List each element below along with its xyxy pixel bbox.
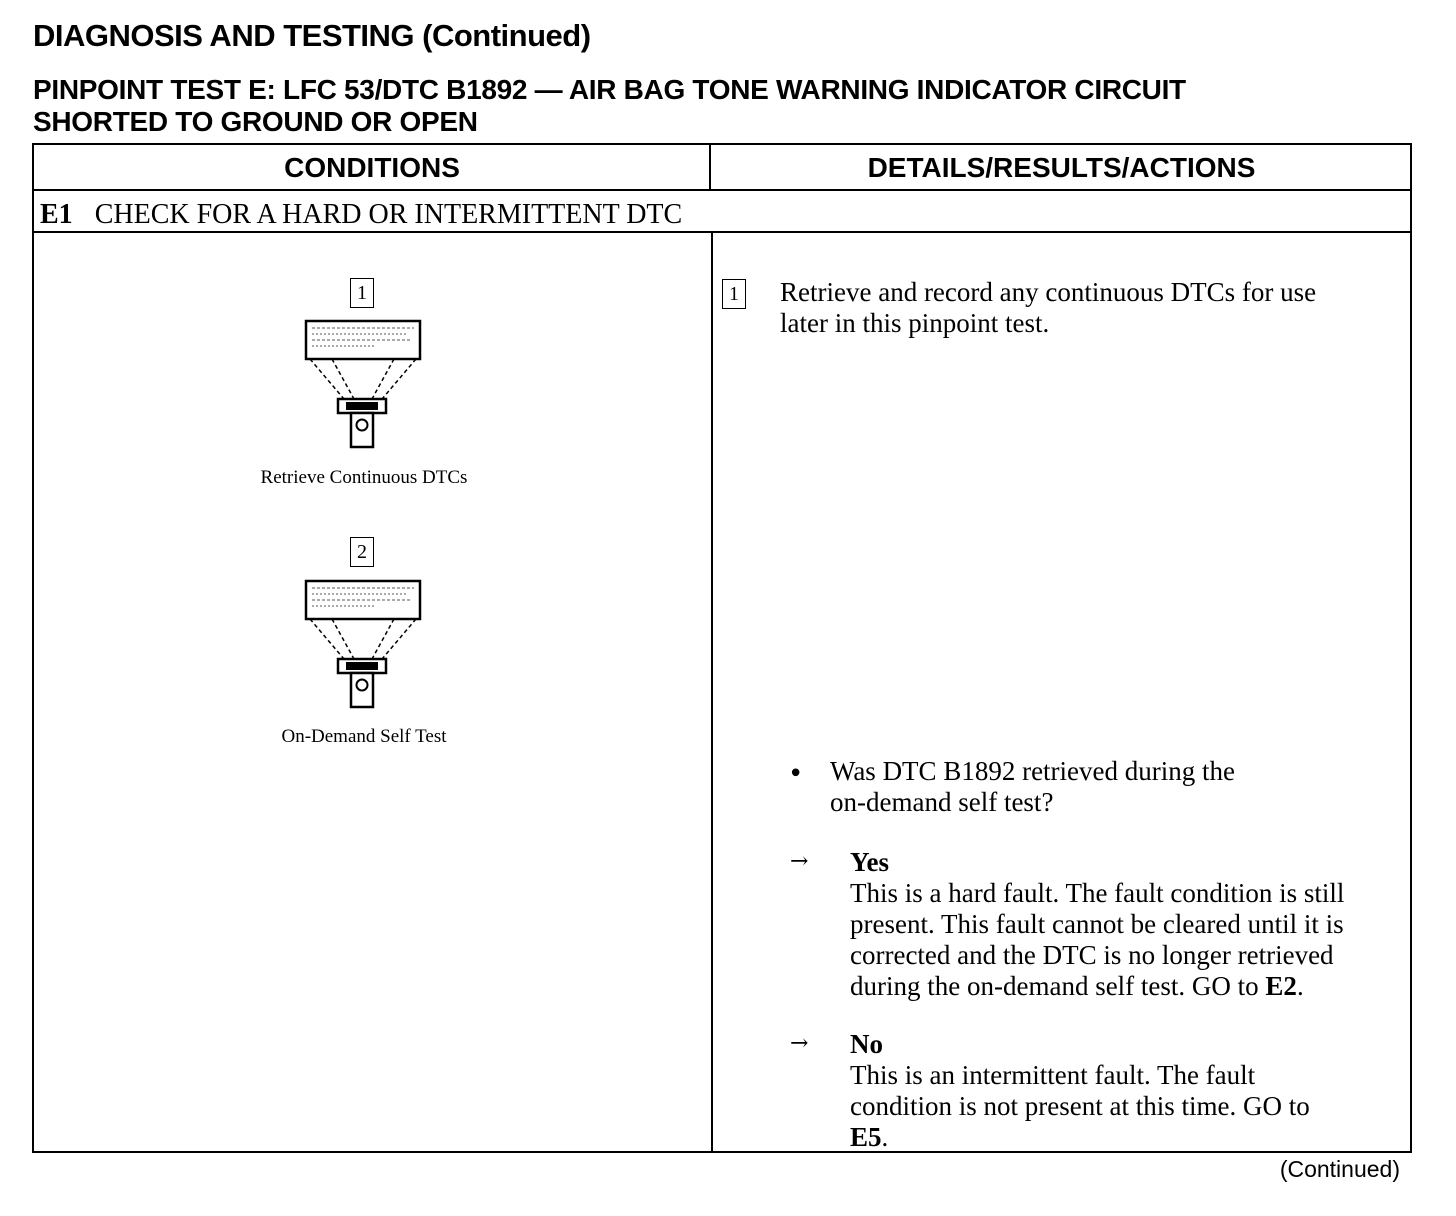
- scan-tool-icon: [296, 315, 426, 455]
- goto-e2: E2: [1265, 971, 1297, 1001]
- step-rule: [34, 231, 1410, 233]
- yes-line4-text: during the on-demand self test. GO to: [850, 971, 1266, 1001]
- yes-line1: This is a hard fault. The fault condition is still: [850, 878, 1345, 908]
- test-title: [33, 74, 1413, 138]
- test-title-line2: SHORTED TO GROUND OR OPEN: [33, 106, 478, 137]
- detail-number: 1: [722, 279, 746, 309]
- step-id: E1: [40, 199, 73, 230]
- continued-label: (Continued): [1279, 1156, 1400, 1182]
- yes-line4: during the on-demand self test. GO to E2.: [850, 971, 1304, 1001]
- details-header: DETAILS/RESULTS/ACTIONS: [867, 152, 1256, 183]
- step-title: [40, 199, 682, 231]
- condition-number: 2: [350, 537, 374, 567]
- no-line1: This is an intermittent fault. The fault: [850, 1060, 1256, 1090]
- section-title: DIAGNOSIS AND TESTING (Continued): [33, 18, 591, 53]
- detail-instruction-line2: later in this pinpoint test.: [780, 308, 1050, 338]
- bullet-icon: •: [788, 759, 804, 789]
- pinpoint-test-table: [32, 143, 1412, 1153]
- no-line3: E5.: [850, 1122, 889, 1152]
- no-line2: condition is not present at this time. GO to: [850, 1091, 1310, 1121]
- arrow-right-icon: →: [790, 1031, 809, 1056]
- column-divider: [711, 233, 713, 1153]
- conditions-header: CONDITIONS: [284, 152, 460, 183]
- question-line2: on-demand self test?: [830, 787, 1054, 817]
- condition-number: 1: [350, 278, 374, 308]
- arrow-right-icon: →: [790, 849, 809, 874]
- test-title-line1: PINPOINT TEST E: LFC 53/DTC B1892 — AIR BAG TONE WARNING INDICATOR CIRCUIT: [33, 74, 1186, 105]
- no-result: [850, 1029, 1310, 1153]
- question-line1: Was DTC B1892 retrieved during the: [830, 756, 1235, 786]
- step-text: CHECK FOR A HARD OR INTERMITTENT DTC: [94, 199, 683, 230]
- scan-tool-icon: [296, 575, 426, 715]
- question-text: [830, 756, 1235, 818]
- condition-caption: Retrieve Continuous DTCs: [260, 467, 468, 488]
- condition-caption: On-Demand Self Test: [281, 726, 447, 747]
- yes-result: [850, 847, 1344, 1002]
- no-label: No: [850, 1029, 883, 1059]
- detail-instruction-line1: Retrieve and record any continuous DTCs for use: [780, 277, 1317, 307]
- goto-e5: E5: [850, 1122, 882, 1152]
- yes-label: Yes: [850, 847, 889, 877]
- header-rule: [34, 189, 1410, 191]
- yes-line2: present. This fault cannot be cleared until it is: [850, 909, 1344, 939]
- detail-instruction: [780, 277, 1316, 339]
- yes-line3: corrected and the DTC is no longer retrieved: [850, 940, 1334, 970]
